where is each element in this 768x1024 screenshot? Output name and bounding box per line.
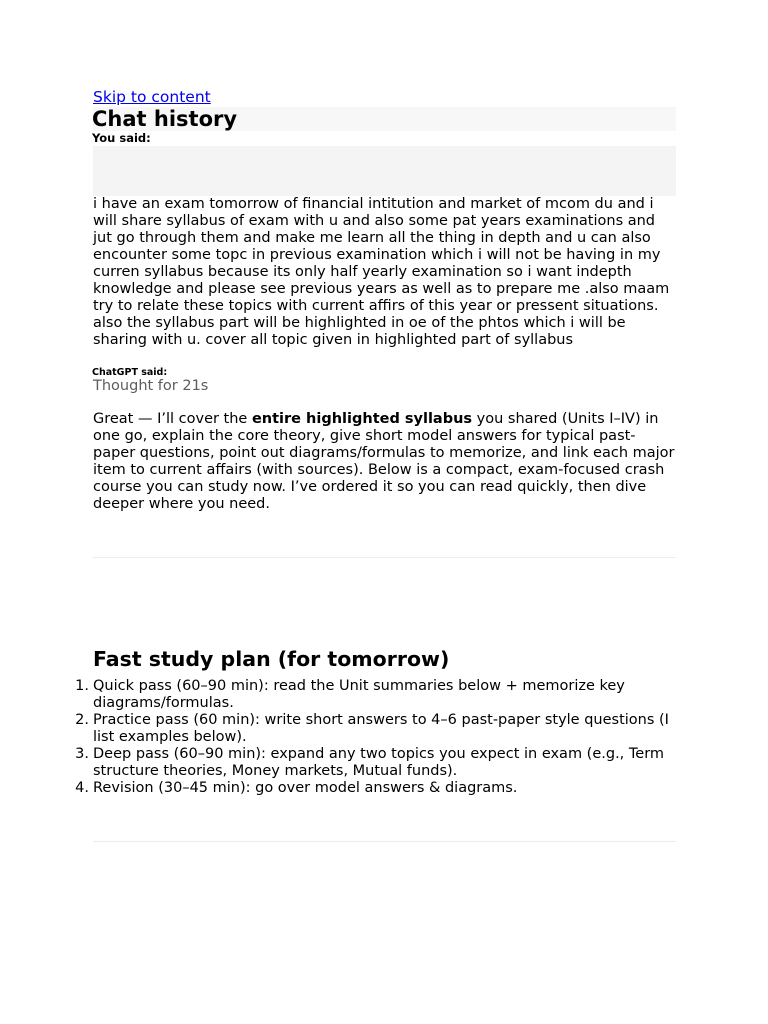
skip-to-content-link[interactable]: Skip to content [93,88,211,106]
chat-history-title: Chat history [92,107,238,131]
list-number: 1. [75,678,89,694]
list-item-text: Quick pass (60–90 min): read the Unit summaries below + memorize key diagrams/formulas. [93,678,625,711]
list-item-text: Revision (30–45 min): go over model answers & diagrams. [93,780,518,796]
user-message: i have an exam tomorrow of financial intitution and market of mcom du and i will share syllabus of exam with u and also some pat years examinations and jut go through them and make me learn all the thing in depth and u can also encounter some topc in previous examination which i will not be having in my curren syllabus because its only half yearly examination so i want indepth knowledge and please see previous years as well as to prepare me .also maam try to relate these topics with current affirs of this year or pressent situations. also the syllabus part will be highlighted in oe of the phtos which i will be sharing with u. cover all topic given in highlighted part of syllabus [93,196,670,348]
intro-text-bold: entire highlighted syllabus [251,411,473,427]
list-number: 4. [75,780,89,796]
intro-text-after: you shared (Units I–IV) in one go, explain the core theory, give short model answers for typical past-paper questions, point out diagrams/formulas to memorize, and link each major item to current affairs (with sources). Below is a compact, exam-focused crash course you can study now. I’ve ordered it so you can read quickly, then dive deeper where you need. [93,411,675,512]
section-divider [93,557,676,558]
study-plan-heading: Fast study plan (for tomorrow) [93,647,450,671]
study-plan-item [75,712,676,746]
user-turn-label: You said: [92,131,151,145]
assistant-turn-label: ChatGPT said: [92,367,168,378]
list-number: 3. [75,746,89,762]
assistant-intro-paragraph [93,411,676,513]
study-plan-item [75,678,676,712]
user-attachment-area [93,146,676,196]
study-plan-list [75,678,676,797]
thought-duration[interactable]: Thought for 21s [93,378,209,394]
list-item-text: Deep pass (60–90 min): expand any two topics you expect in exam (e.g., Term structure theories, Money markets, Mutual funds). [93,746,665,779]
intro-text-before: Great — I’ll cover the [93,411,252,427]
section-divider [93,841,676,842]
list-number: 2. [75,712,89,728]
study-plan-item [75,780,676,797]
study-plan-item [75,746,676,780]
list-item-text: Practice pass (60 min): write short answers to 4–6 past-paper style questions (I list examples below). [93,712,669,745]
